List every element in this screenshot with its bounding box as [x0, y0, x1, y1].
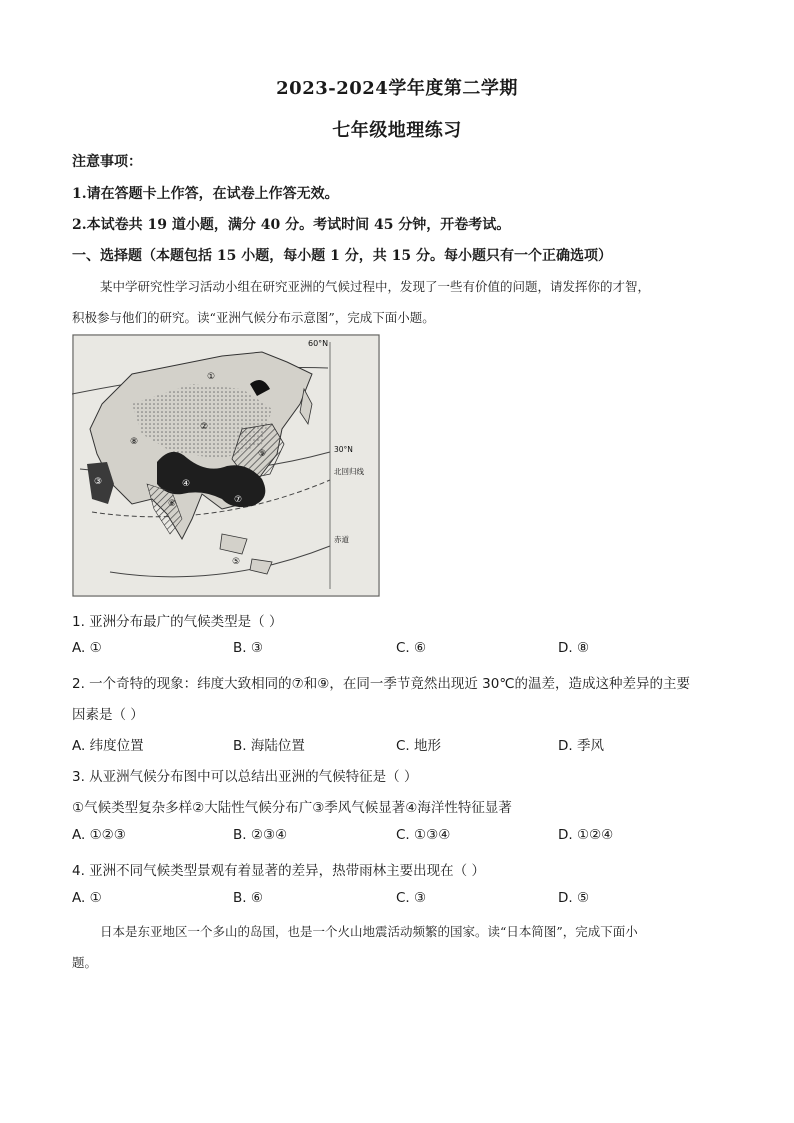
question-3-statement: ①气候类型复杂多样②大陆性气候分布广③季风气候显著④海洋性特征显著	[72, 800, 512, 816]
question-3-option-b[interactable]: B. ②③④	[233, 827, 288, 843]
asia-climate-map-graphic	[72, 334, 380, 597]
section-1-intro-line-1: 某中学研究性学习活动小组在研究亚洲的气候过程中，发现了一些有价值的问题，请发挥你的才智，	[100, 279, 651, 294]
exam-title-term: 2023-2024学年度第二学期	[276, 78, 518, 99]
question-1-option-b[interactable]: B. ③	[233, 640, 263, 656]
map-marker-8: ⑧	[130, 437, 139, 447]
question-2-option-b[interactable]: B. 海陆位置	[233, 738, 305, 754]
section-1-intro-line-2: 积极参与他们的研究。读“亚洲气候分布示意图”，完成下面小题。	[72, 310, 435, 325]
map-marker-3: ③	[94, 477, 103, 487]
notice-heading: 注意事项：	[72, 154, 142, 170]
question-1-option-d[interactable]: D. ⑧	[558, 640, 590, 656]
question-2-stem-line-1: 2. 一个奇特的现象：纬度大致相同的⑦和⑨，在同一季节竟然出现近 30℃的温差，造成这种差异的主要	[72, 676, 691, 692]
question-4-stem: 4. 亚洲不同气候类型景观有着显著的差异，热带雨林主要出现在（ ）	[72, 863, 485, 879]
question-4-option-d[interactable]: D. ⑤	[558, 890, 590, 906]
label-60n: 60°N	[308, 339, 329, 348]
question-1-option-a[interactable]: A. ①	[72, 640, 102, 656]
question-2-option-c[interactable]: C. 地形	[396, 738, 442, 754]
map-marker-2: ②	[200, 422, 209, 432]
map-marker-4: ④	[182, 479, 191, 489]
question-2-option-a[interactable]: A. 纬度位置	[72, 738, 144, 754]
question-1-option-c[interactable]: C. ⑥	[396, 640, 427, 656]
question-4-option-a[interactable]: A. ①	[72, 890, 102, 906]
label-equator: 赤道	[334, 535, 349, 544]
question-3-option-d[interactable]: D. ①②④	[558, 827, 614, 843]
map-marker-6: ⑥	[168, 499, 177, 509]
map-marker-1: ①	[207, 372, 216, 382]
question-2-option-d[interactable]: D. 季风	[558, 738, 604, 754]
map-marker-7: ⑦	[234, 495, 243, 505]
question-4-option-b[interactable]: B. ⑥	[233, 890, 263, 906]
section-2-intro-line-2: 题。	[72, 955, 98, 970]
map-marker-9: ⑨	[258, 449, 267, 459]
map-marker-5: ⑤	[232, 557, 241, 567]
section-2-intro-line-1: 日本是东亚地区一个多山的岛国，也是一个火山地震活动频繁的国家。读“日本简图”，完成下面小	[100, 924, 638, 939]
question-3-option-c[interactable]: C. ①③④	[396, 827, 451, 843]
notice-item-1: 1.请在答题卡上作答，在试卷上作答无效。	[72, 186, 339, 202]
question-1-stem: 1. 亚洲分布最广的气候类型是（ ）	[72, 614, 283, 630]
question-3-option-a[interactable]: A. ①②③	[72, 827, 126, 843]
question-3-stem: 3. 从亚洲气候分布图中可以总结出亚洲的气候特征是（ ）	[72, 769, 418, 785]
question-2-stem-line-2: 因素是（ ）	[72, 707, 144, 723]
label-tropic-of-cancer: 北回归线	[334, 467, 364, 476]
exam-title-subject: 七年级地理练习	[332, 120, 462, 141]
question-4-option-c[interactable]: C. ③	[396, 890, 427, 906]
notice-item-2: 2.本试卷共 19 道小题，满分 40 分。考试时间 45 分钟，开卷考试。	[72, 217, 511, 233]
section-1-heading: 一、选择题（本题包括 15 小题，每小题 1 分，共 15 分。每小题只有一个正确选项）	[72, 248, 612, 264]
asia-climate-map	[72, 334, 380, 597]
label-30n: 30°N	[334, 445, 353, 454]
